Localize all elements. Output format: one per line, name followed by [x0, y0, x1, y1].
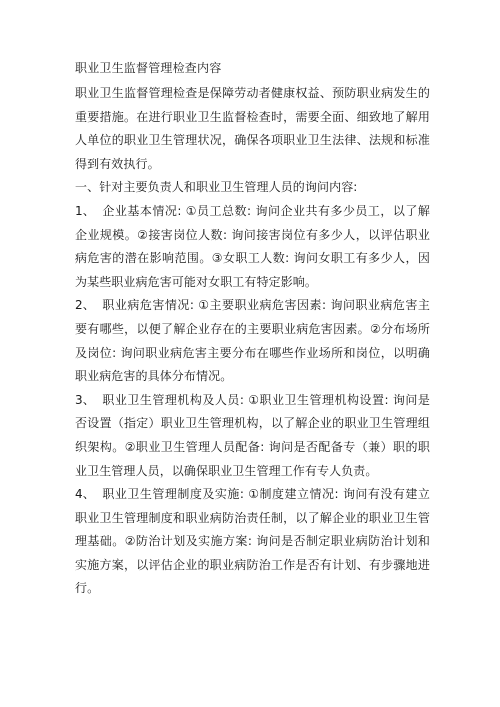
intro-paragraph: 职业卫生监督管理检查是保障劳动者健康权益、预防职业病发生的重要措施。在进行职业卫生监督检查时，需要全面、细致地了解用人单位的职业卫生管理状况，确保各项职业卫生法律、法规和标准得到有效执行。: [75, 86, 430, 171]
list-item-number: 3、: [75, 392, 95, 407]
list-item-text: 职业卫生管理机构及人员: ①职业卫生管理机构设置: 询问是否设置（指定）职业卫生管理机构，以了解企业的职业卫生管理组织架构。②职业卫生管理人员配备: 询问是否配备专（兼）职的职业卫生管理人员，以确保职业卫生管理工作有专人负责。: [75, 392, 430, 478]
list-item-text: 职业病危害情况: ①主要职业病危害因素: 询问职业病危害主要有哪些，以便了解企业存在的主要职业病危害因素。②分布场所及岗位: 询问职业病危害主要分布在哪些作业场所和岗位，以明确职业病危害的具体分布情况。: [75, 298, 430, 384]
document-page: [75, 60, 430, 601]
list-item: [75, 200, 430, 294]
list-item-number: 1、: [75, 203, 95, 218]
list-item-text: 企业基本情况: ①员工总数: 询问企业共有多少员工，以了解企业规模。②接害岗位人数: 询问接害岗位有多少人，以评估职业病危害的潜在影响范围。③女职工人数: 询问女职工有多少人，因为某些职业病危害可能对女职工有特定影响。: [75, 203, 430, 289]
list-item: [75, 483, 430, 601]
list-item-number: 2、: [75, 298, 95, 313]
list-item-number: 4、: [75, 487, 95, 502]
list-item: [75, 294, 430, 388]
list-item-text: 职业卫生管理制度及实施: ①制度建立情况: 询问有没有建立职业卫生管理制度和职业病防治责任制，以了解企业的职业卫生管理基础。②防治计划及实施方案: 询问是否制定职业病防治计划和实施方案，以评估企业的职业病防治工作是否有计划、有步骤地进行。: [75, 487, 430, 596]
section-heading: 一、针对主要负责人和职业卫生管理人员的询问内容:: [75, 180, 358, 195]
document-title: 职业卫生监督管理检查内容: [75, 61, 222, 75]
list-item: [75, 389, 430, 483]
